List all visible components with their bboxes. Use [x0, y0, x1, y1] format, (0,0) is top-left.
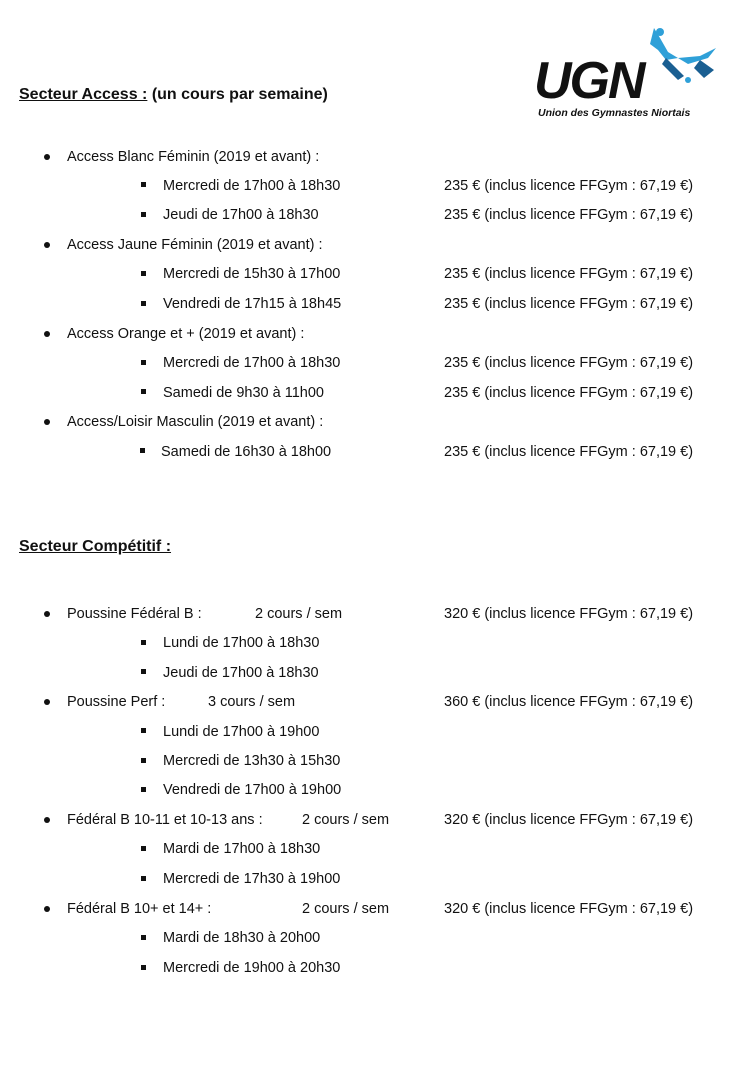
square-bullet-icon [141, 360, 146, 365]
comp-group-count: 3 cours / sem [208, 694, 296, 710]
access-group-label: Access Jaune Féminin (2019 et avant) : [67, 237, 323, 253]
session-time: Vendredi de 17h15 à 18h45 [163, 296, 342, 312]
square-bullet-icon [140, 448, 145, 453]
session-time: Mercredi de 13h30 à 15h30 [163, 753, 341, 769]
session-time: Jeudi de 17h00 à 18h30 [163, 207, 319, 223]
square-bullet-icon [141, 728, 146, 733]
session-time: Mercredi de 15h30 à 17h00 [163, 266, 341, 282]
square-bullet-icon [141, 271, 146, 276]
session-time: Samedi de 16h30 à 18h00 [161, 444, 332, 460]
comp-group-count: 2 cours / sem [255, 606, 343, 622]
svg-text:UGN: UGN [534, 52, 644, 110]
square-bullet-icon [141, 935, 146, 940]
session-time: Lundi de 17h00 à 18h30 [163, 635, 320, 651]
gymnast-figure-icon [650, 28, 716, 83]
comp-group-price: 320 € (inclus licence FFGym : 67,19 €) [444, 812, 694, 828]
comp-group-price: 360 € (inclus licence FFGym : 67,19 €) [444, 694, 694, 710]
session-price: 235 € (inclus licence FFGym : 67,19 €) [444, 444, 694, 460]
access-title-rest: (un cours par semaine) [151, 86, 328, 103]
access-section-title [19, 86, 328, 104]
session-time: Mercredi de 17h00 à 18h30 [163, 178, 341, 194]
square-bullet-icon [141, 389, 146, 394]
square-bullet-icon [141, 965, 146, 970]
session-time: Mardi de 17h00 à 18h30 [163, 841, 321, 857]
session-price: 235 € (inclus licence FFGym : 67,19 €) [444, 296, 694, 312]
comp-group-count: 2 cours / sem [302, 812, 390, 828]
square-bullet-icon [141, 846, 146, 851]
bullet-icon [44, 242, 50, 248]
comp-group-label: Poussine Fédéral B : [67, 606, 202, 622]
competitif-title-underlined: Secteur Compétitif : [19, 538, 172, 555]
access-title-underlined: Secteur Access : [19, 86, 148, 103]
session-time: Mercredi de 19h00 à 20h30 [163, 960, 341, 976]
comp-group-price: 320 € (inclus licence FFGym : 67,19 €) [444, 606, 694, 622]
comp-group-price: 320 € (inclus licence FFGym : 67,19 €) [444, 901, 694, 917]
square-bullet-icon [141, 212, 146, 217]
session-time: Lundi de 17h00 à 19h00 [163, 724, 320, 740]
session-time: Jeudi de 17h00 à 18h30 [163, 665, 319, 681]
bullet-icon [44, 419, 50, 425]
competitif-section-title [19, 538, 171, 556]
comp-group-label: Fédéral B 10+ et 14+ : [67, 901, 212, 917]
square-bullet-icon [141, 758, 146, 763]
access-group-label: Access/Loisir Masculin (2019 et avant) : [67, 414, 324, 430]
bullet-icon [44, 154, 50, 160]
bullet-icon [44, 611, 50, 617]
access-group-label: Access Blanc Féminin (2019 et avant) : [67, 149, 320, 165]
session-price: 235 € (inclus licence FFGym : 67,19 €) [444, 178, 694, 194]
access-group-label: Access Orange et + (2019 et avant) : [67, 326, 305, 342]
session-time: Samedi de 9h30 à 11h00 [163, 385, 324, 401]
bullet-icon [44, 906, 50, 912]
session-time: Mercredi de 17h30 à 19h00 [163, 871, 341, 887]
session-price: 235 € (inclus licence FFGym : 67,19 €) [444, 385, 694, 401]
square-bullet-icon [141, 876, 146, 881]
square-bullet-icon [141, 669, 146, 674]
square-bullet-icon [141, 182, 146, 187]
comp-group-count: 2 cours / sem [302, 901, 390, 917]
session-price: 235 € (inclus licence FFGym : 67,19 €) [444, 207, 694, 223]
svg-text:Union des Gymnastes Niortais: Union des Gymnastes Niortais [538, 107, 691, 119]
session-price: 235 € (inclus licence FFGym : 67,19 €) [444, 266, 694, 282]
square-bullet-icon [141, 640, 146, 645]
ugn-logo [528, 18, 724, 122]
bullet-icon [44, 699, 50, 705]
comp-group-label: Fédéral B 10-11 et 10-13 ans : [67, 812, 263, 828]
session-time: Vendredi de 17h00 à 19h00 [163, 782, 342, 798]
square-bullet-icon [141, 301, 146, 306]
comp-group-label: Poussine Perf : [67, 694, 166, 710]
session-time: Mardi de 18h30 à 20h00 [163, 930, 321, 946]
bullet-icon [44, 331, 50, 337]
session-time: Mercredi de 17h00 à 18h30 [163, 355, 341, 371]
bullet-icon [44, 817, 50, 823]
square-bullet-icon [141, 787, 146, 792]
session-price: 235 € (inclus licence FFGym : 67,19 €) [444, 355, 694, 371]
